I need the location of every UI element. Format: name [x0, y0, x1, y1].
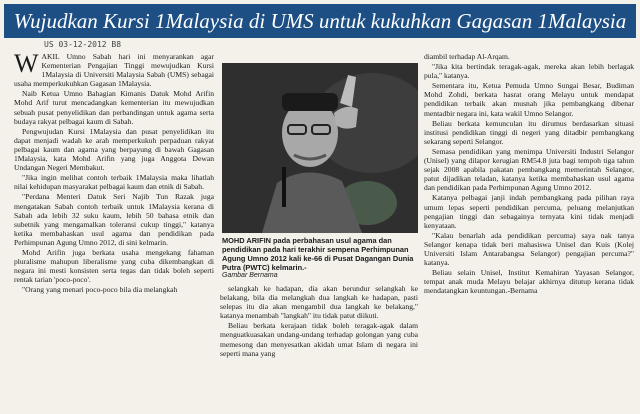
paragraph: WAKIL Umno Sabah hari ini menyarankan agar Kementerian Pengajian Tinggi mewujudkan Kursi 1Malaysia di Universiti Malaysia Sabah (UMS) sebagai usaha memperkukuhkan Gagasan 1Malaysia. — [14, 52, 214, 89]
article-column-1 — [14, 52, 214, 412]
article-column-3 — [424, 52, 634, 412]
photo-illustration — [222, 63, 418, 233]
paragraph: "Orang yang menari poco-poco bila dia melangkah — [22, 285, 178, 295]
paragraph: Sementara itu, Ketua Pemuda Umno Sungai Besar, Budiman Mohd Zohdi, berkata hasrat orang Melayu untuk mendapat pendidikan terbaik akan musnah jika pembangkang dibenar mentadbir negara ini, kata wakil Umno Selangor. — [424, 81, 634, 118]
paragraph: Pengwujudan Kursi 1Malaysia dan pusat penyelidikan itu dapat menjadi wadah ke arah memperkukuh perpaduan rakyat pelbagai kaum dan agama yang berpayung di bawah Gagasan 1Malaysia, kata Mohd Arifin yang juga Anggota Dewan Undangan Negeri Membakut. — [14, 126, 214, 173]
paragraph: "Jika ingin melihat contoh terbaik 1Malaysia maka lihatlah nilai kehidupan masyarakat pelbagai kaum dan etnik di Sabah. — [14, 173, 214, 192]
paragraph: Naib Ketua Umno Bahagian Kimanis Datuk Mohd Arifin Mohd Arif turut mencadangkan kementerian itu mewujudkan sebuah pusat penyelidikan dan perbandingan untuk agama serta budaya rakyat pelbagai kaum di Sabah. — [14, 89, 214, 126]
drop-cap: W — [14, 52, 39, 78]
clipping-meta: US 03-12-2012 B8 — [44, 40, 122, 49]
photo-caption: MOHD ARIFIN pada perbahasan usul agama dan pendidikan pada hari terakhir sempena Perhimpunan Agung Umno 2012 kali ke-66 di Pusat Dagangan Dunia Putra (PWTC) kelmarin.- — [222, 236, 414, 272]
paragraph: "Jika kita bertindak teragak-agak, mereka akan lebih berlagak pula," katanya. — [424, 62, 634, 81]
photo-credit: Gambar Bernama — [222, 272, 278, 279]
speaker-photo — [222, 63, 418, 233]
paragraph: selangkah ke hadapan, dia akan berundur selangkah ke belakang, bila dia melangkah dua langkah ke hadapan, pasti selepas itu dia akan mengambil dua langkah ke belakang," katanya menambah "langkah" itu tidak patut diikuti. — [220, 284, 418, 321]
paragraph: Beliau selain Unisel, Institut Kemahiran Yayasan Selangor, tempat anak muda Melayu belajar akhirnya ditutup kerana tidak mendatangkan keuntungan.-Bernama — [424, 268, 634, 296]
paragraph: Mohd Arifin juga berkata usaha mengekang fahaman pluralisme mahupun liberalisme yang cuba dikembangkan di negara ini mesti konsisten serta tegas dan tidak boleh seperti rentak tarian 'poco-poco'. — [14, 247, 214, 285]
paragraph: Katanya pelbagai janji indah pembangkang pada pilihan raya umum lepas seperti pendidikan percuma, peluang melanjutkan pengajian tinggi dan sebagainya ternyata kini tidak menjadi kenyataan. — [424, 193, 634, 230]
paragraph: "Kalau benarlah ada pendidikan percuma) saya nak tanya Selangor kenapa tidak beri mahasiswa Unisel dan Kuis (Kolej Universiti Islam Antarabangsa Selangor) pengajian percuma?" katanya. — [424, 230, 634, 268]
paragraph: Semasa pendidikan yang menimpa Universiti Industri Selangor (Unisel) yang dilapor kerugian RM54.8 juta bagi tempoh tiga tahun sejak 2008 apabila pakatan pembangkang memerintah Selangor, patut dijadikan teladan, katanya ketika membahaskan usul agama dan pendidikan pada Perhimpunan Agung Umno 2012. — [424, 146, 634, 193]
headline: Wujudkan Kursi 1Malaysia di UMS untuk kukuhkan Gagasan 1Malaysia — [4, 4, 636, 38]
paragraph: Beliau berkata kemunculan itu dirumus berdasarkan situasi institusi pendidikan tinggi di negeri yang ditadbir pembangkang sekarang seperti Selangor. — [424, 118, 634, 146]
paragraph: Beliau berkata kerajaan tidak boleh teragak-agak dalam menguatkuasakan undang-undang terhadap golongan yang cuba memesong dan menyesatkan akidah umat Islam di negara ini seperti mana yang — [220, 321, 418, 358]
article-column-2 — [220, 284, 418, 378]
paragraph: "Perdana Menteri Datuk Seri Najib Tun Razak juga mengatakan Sabah contoh terbaik untuk 1Malaysia kerana di Sabah ada lebih 32 suku kaum, lebih 50 bahasa etnik dan subetnik yang mengamalkan toleransi cukup tinggi," katanya ketika membahaskan usul agama dan pendidikan pada Perhimpunan Agung Umno 2012, di sini kelmarin. — [14, 192, 214, 247]
paragraph: diambil terhadap Al-Arqam. — [424, 52, 510, 61]
